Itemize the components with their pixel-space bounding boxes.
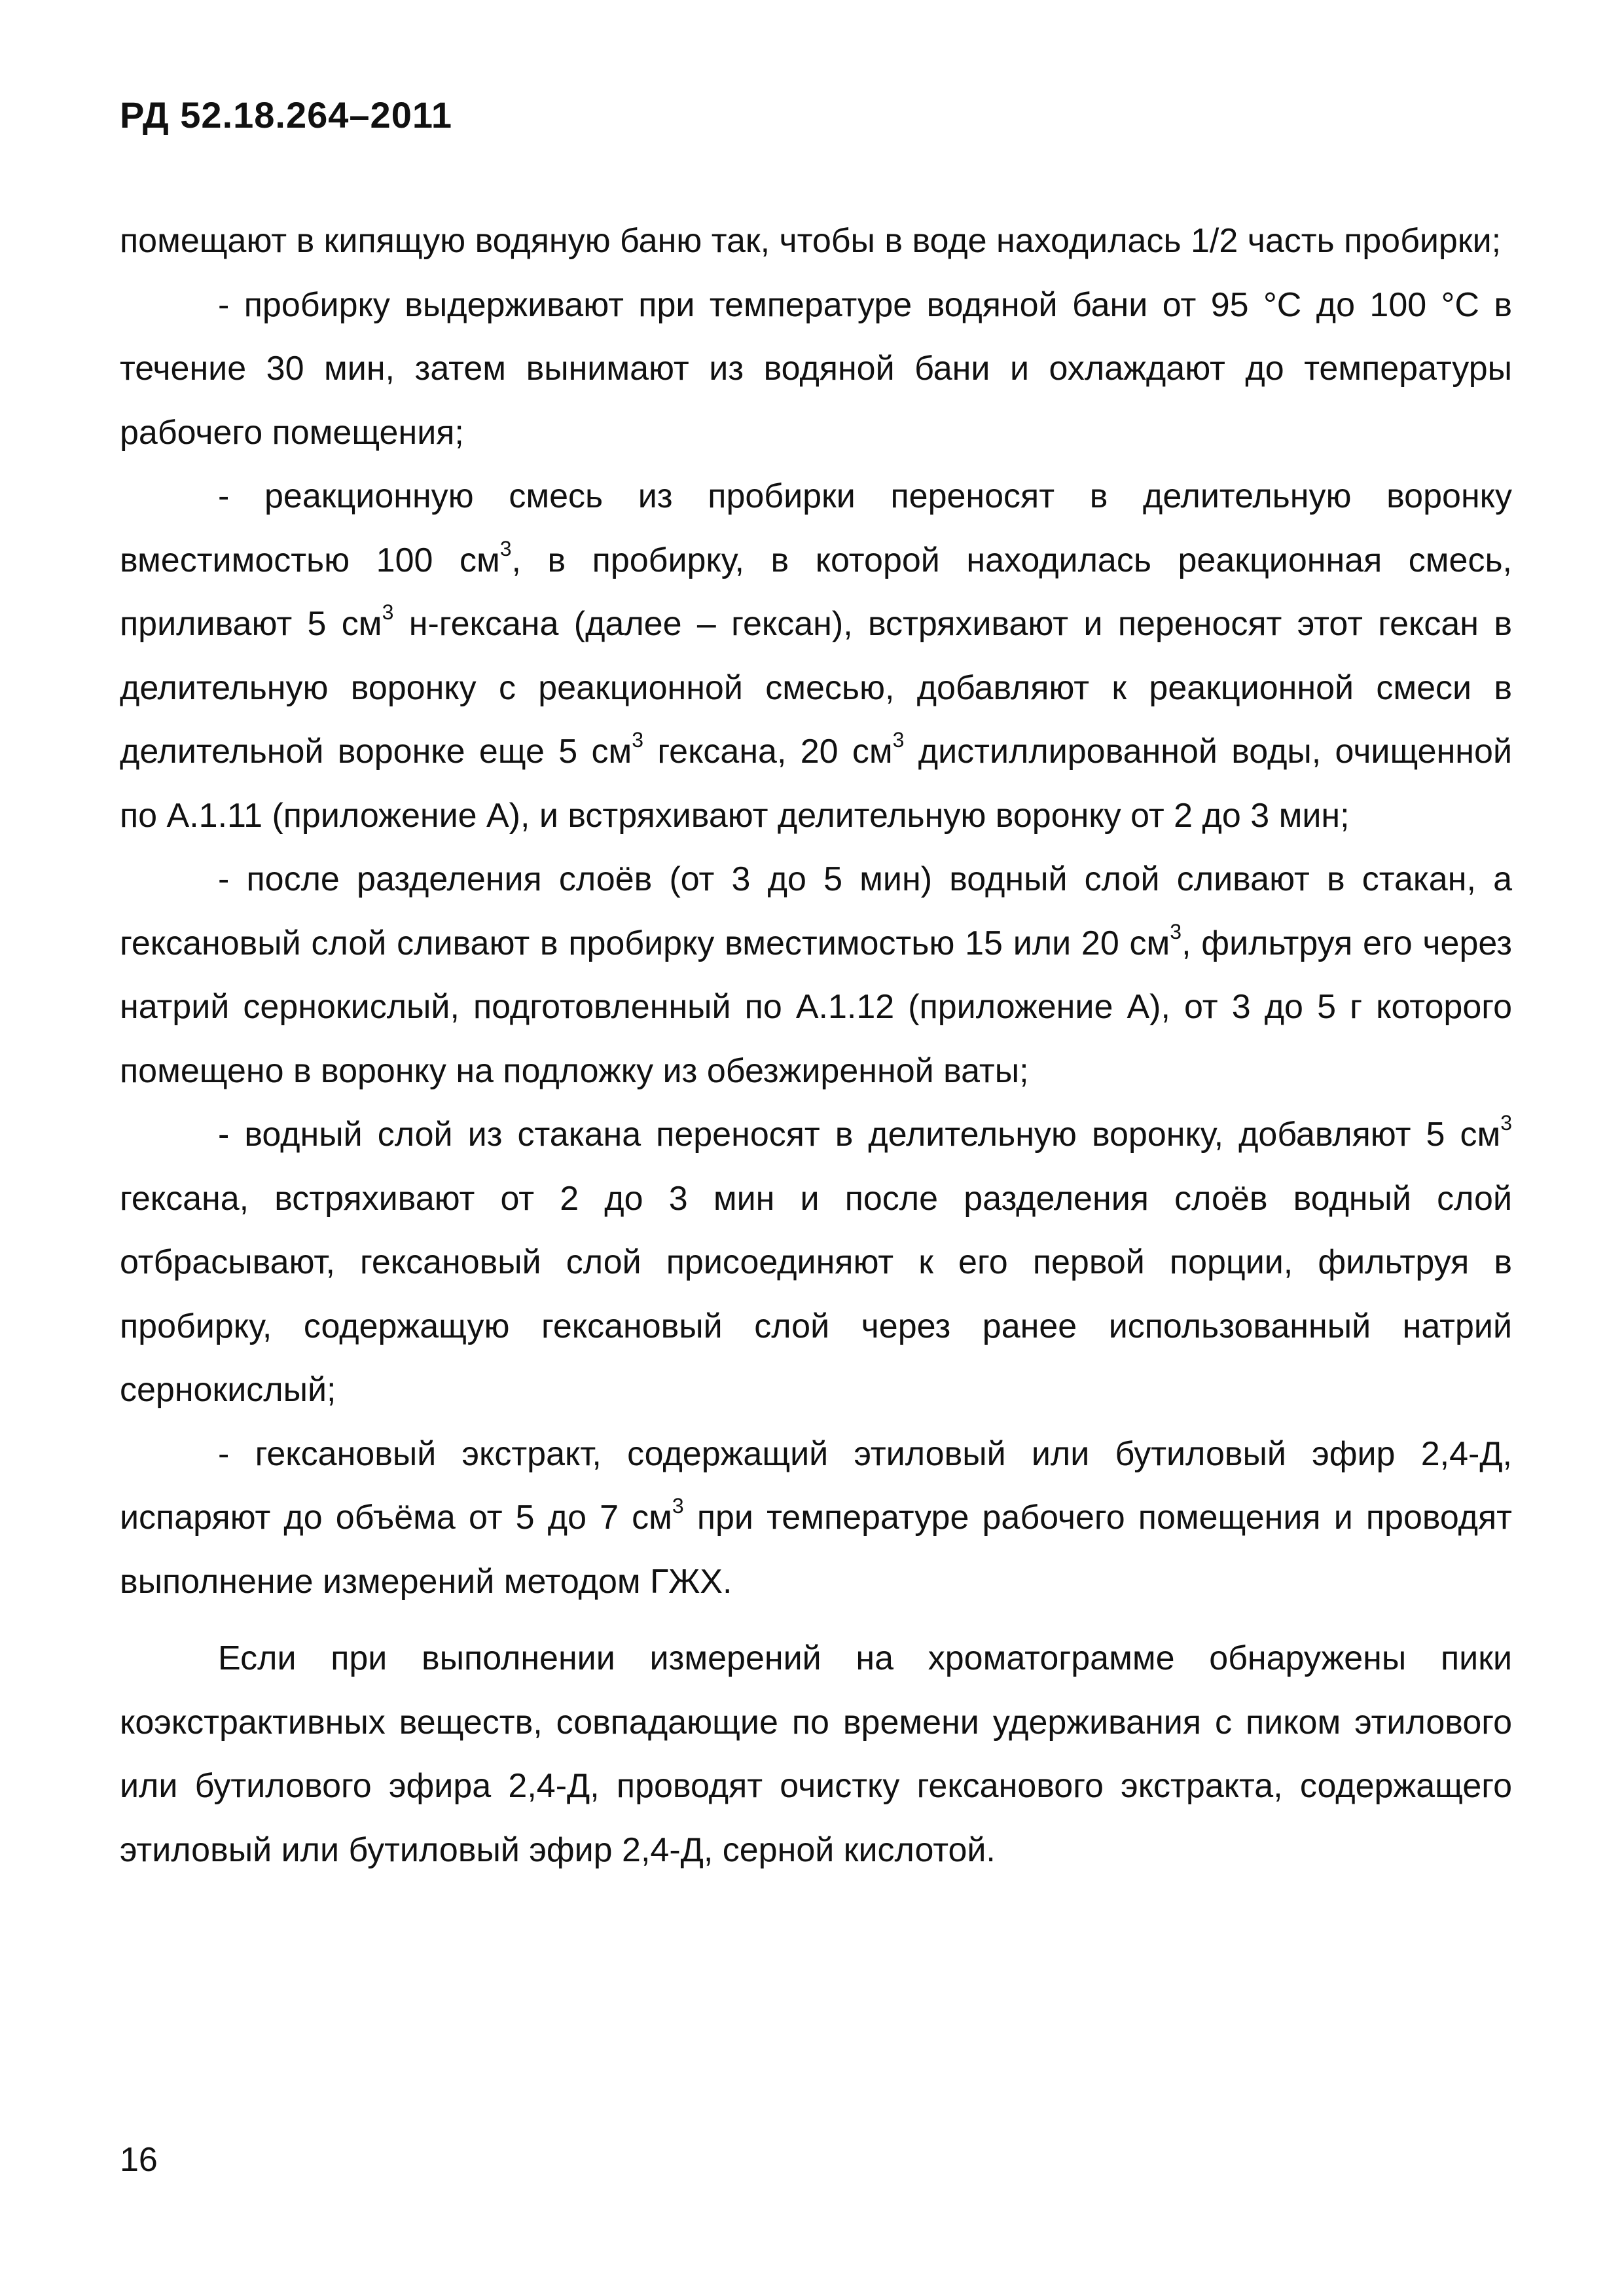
superscript: 3 [672, 1494, 684, 1518]
superscript: 3 [1500, 1111, 1512, 1135]
page-number: 16 [120, 2141, 158, 2179]
paragraph-text: - водный слой из стакана переносят в делительную воронку, добавляют 5 см [218, 1116, 1501, 1154]
list-item-aqueous-layer [120, 1103, 1512, 1423]
document-code-header: РД 52.18.264–2011 [120, 94, 453, 136]
paragraph-text: , фильтруя его через натрий сернокислый, подготовленный по А.1.12 (приложение А), от 3 до 5 г которого помещено в воронку на подложку из обезжиренной ваты; [120, 924, 1512, 1090]
paragraph-text: - реакционную смесь из пробирки переносят в делительную воронку вместимостью 100 см [120, 477, 1512, 579]
paragraph-text: помещают в кипящую водяную баню так, чтобы в воде находилась 1/2 часть пробирки; [120, 222, 1502, 260]
superscript: 3 [1170, 919, 1182, 943]
paragraph-text: при температуре рабочего помещения и проводят выполнение измерений методом ГЖХ. [120, 1499, 1512, 1601]
superscript: 3 [499, 536, 512, 560]
paragraph-text: гексана, 20 см [643, 733, 893, 771]
paragraph-cleanup-note [120, 1627, 1512, 1882]
superscript: 3 [632, 728, 644, 752]
superscript: 3 [382, 600, 394, 624]
list-item-layer-separation [120, 848, 1512, 1103]
paragraph-continuation [120, 210, 1512, 274]
paragraph-text: - гексановый экстракт, содержащий этиловый или бутиловый эфир 2,4-Д, испаряют до объёма от 5 до 7 см [120, 1434, 1512, 1537]
list-item-hexane-extract [120, 1423, 1512, 1614]
paragraph-text: Если при выполнении измерений на хроматограмме обнаружены пики коэкстрактивных веществ, совпадающие по времени удерживания с пиком этилового или бутилового эфира 2,4-Д, проводят очистку гексанового экстракта, содержащего этиловый или бутиловый эфир 2,4-Д, серной кислотой. [120, 1639, 1512, 1869]
document-body [120, 210, 1512, 1882]
paragraph-text: н-гексана (далее – гексан), встряхивают и переносят этот гексан в делительную воронку с реакционной смесью, добавляют к реакционной смеси в делительной воронке еще 5 см [120, 605, 1513, 771]
paragraph-text: - пробирку выдерживают при температуре водяной бани от 95 °С до 100 °С в течение 30 мин, затем вынимают из водяной бани и охлаждают до температуры рабочего помещения; [120, 285, 1512, 452]
paragraph-text: - после разделения слоёв (от 3 до 5 мин) водный слой сливают в стакан, а гексановый слой сливают в пробирку вместимостью 15 или 20 см [120, 860, 1512, 962]
list-item-water-bath [120, 274, 1512, 465]
paragraph-text: дистиллированной воды, очищенной по А.1.11 (приложение А), и встряхивают делительную воронку от 2 до 3 мин; [120, 733, 1512, 835]
superscript: 3 [892, 728, 905, 752]
paragraph-text: гексана, встряхивают от 2 до 3 мин и после разделения слоёв водный слой отбрасывают, гексановый слой присоединяют к его первой порции, фильтруя в пробирку, содержащую гексановый слой через ранее использованный натрий сернокислый; [120, 1179, 1512, 1409]
paragraph-text: , в пробирку, в которой находилась реакционная смесь, приливают 5 см [120, 541, 1512, 643]
list-item-separatory-funnel [120, 465, 1512, 848]
